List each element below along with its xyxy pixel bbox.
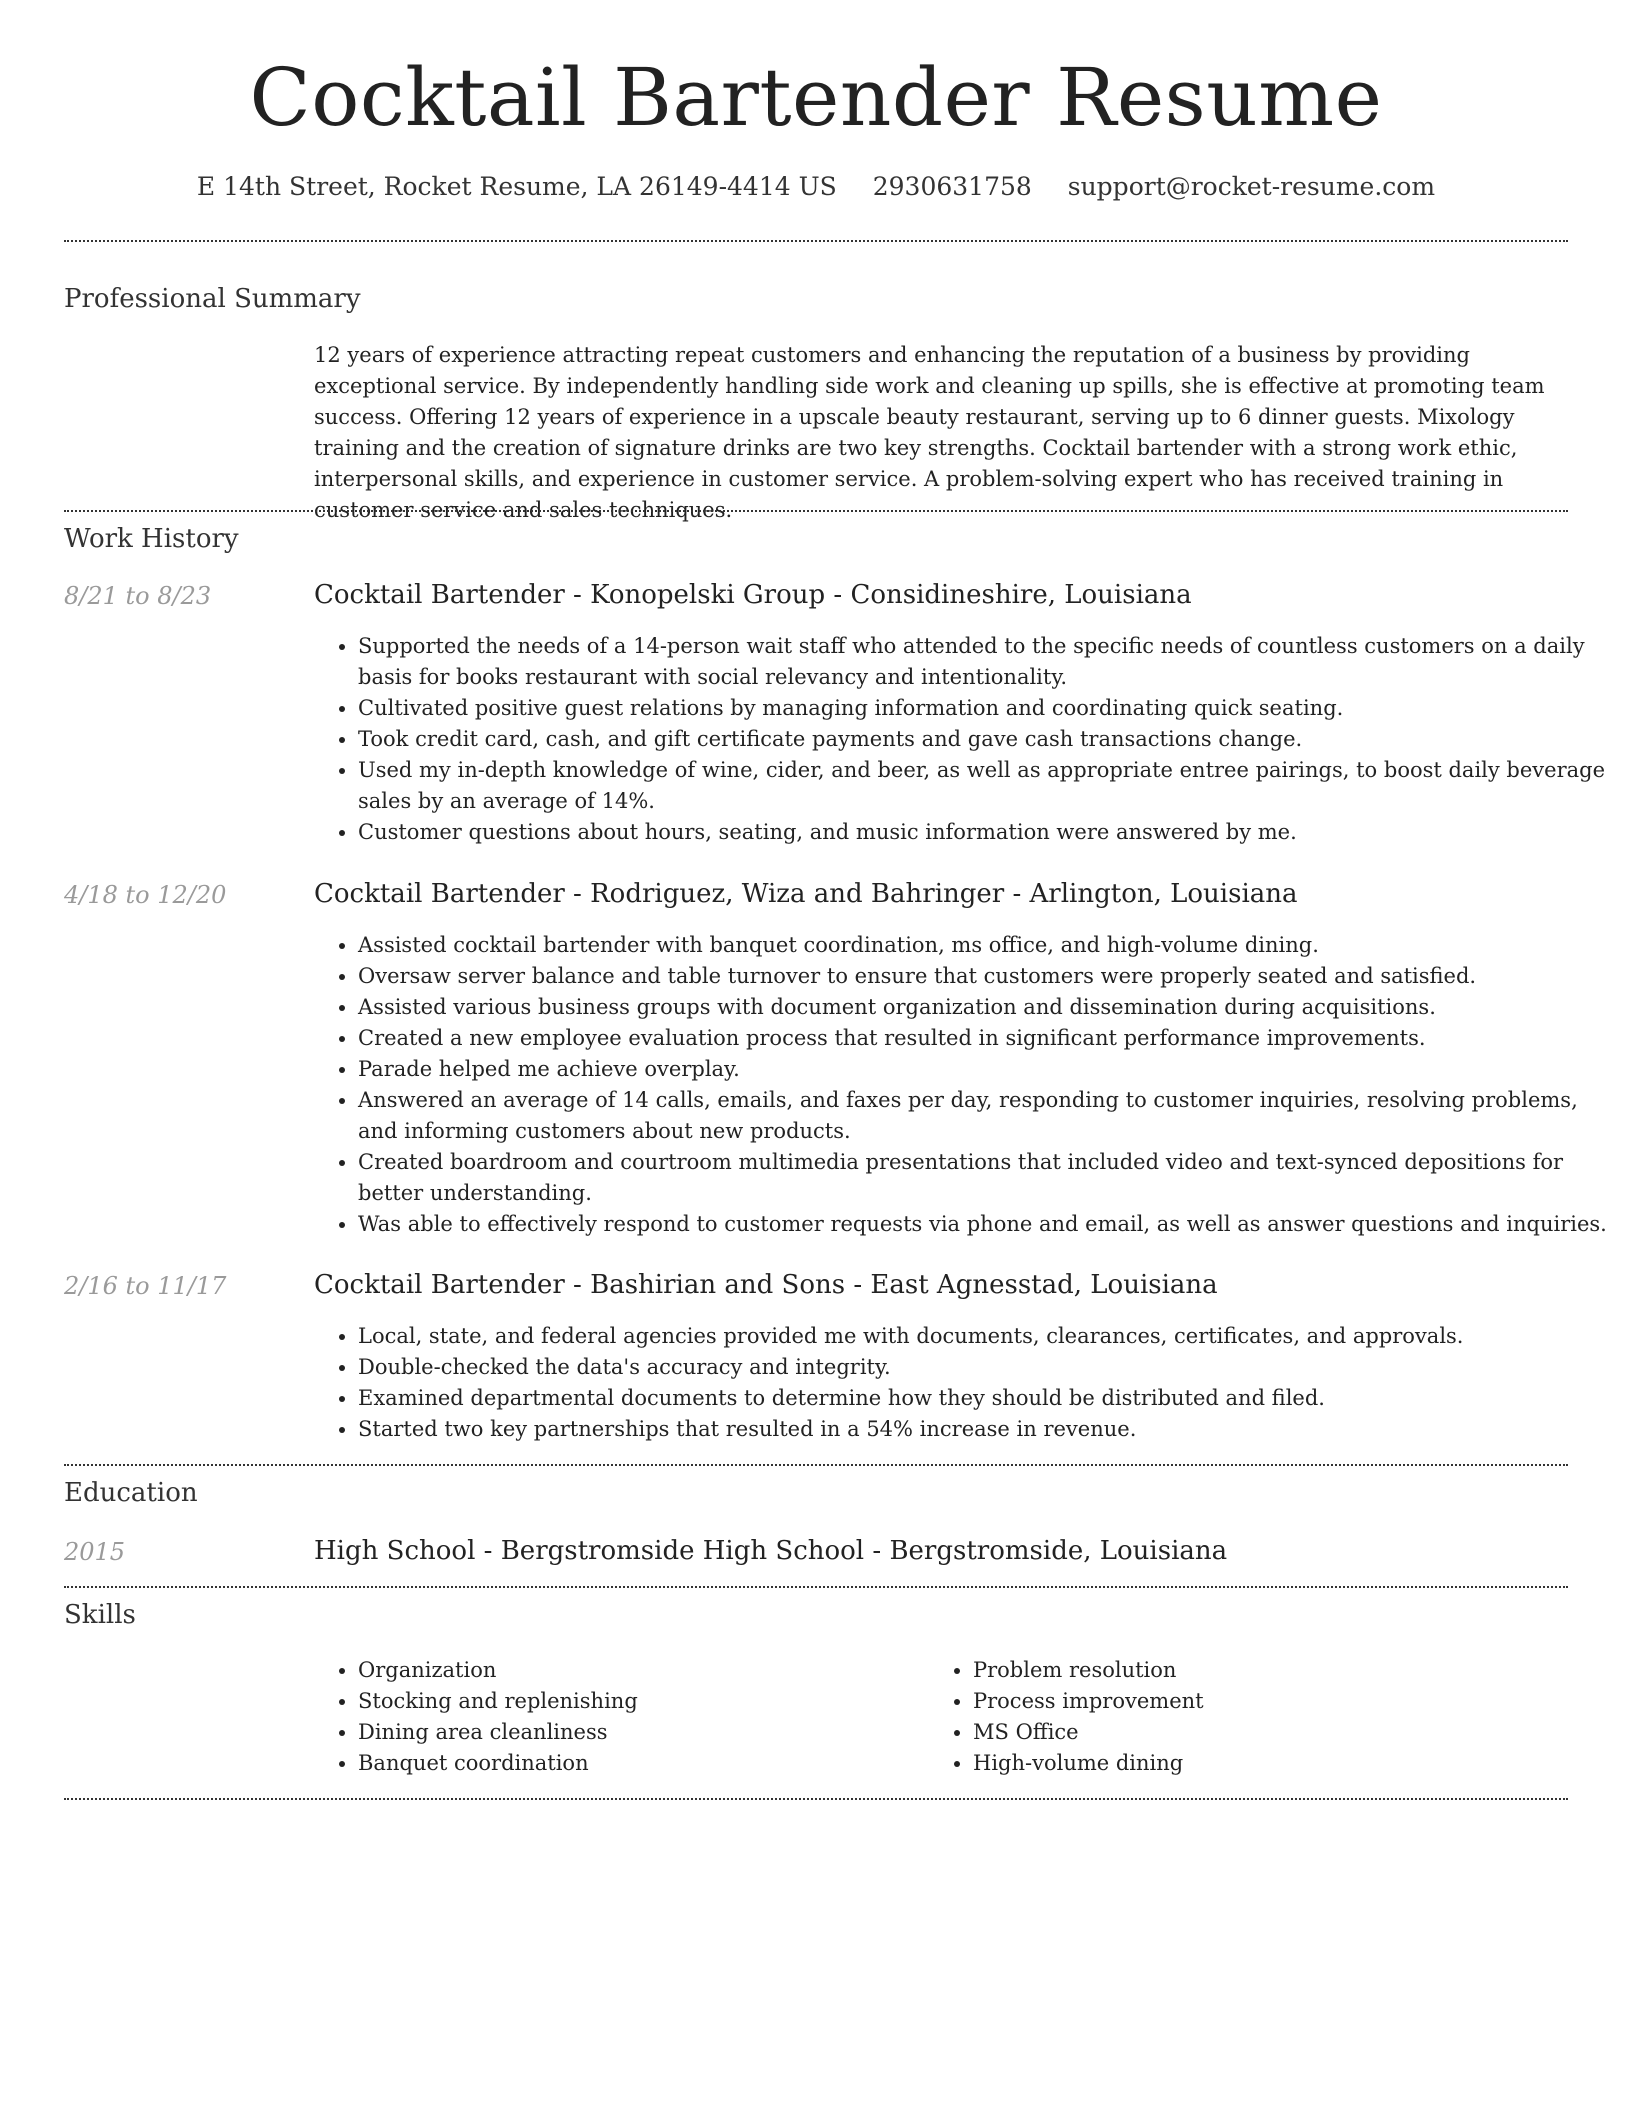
- skill-item: • High-volume dining: [973, 1748, 1573, 1779]
- job-heading: Cocktail Bartender - Konopelski Group - Considineshire, Louisiana: [314, 580, 1192, 610]
- job-bullet: • Used my in-depth knowledge of wine, cider, and beer, as well as appropriate entree pairings, to boost daily beverage sales by an average of 14%.: [358, 755, 1612, 817]
- job-bullet: • Parade helped me achieve overplay.: [358, 1054, 1612, 1085]
- job-bullet: • Was able to effectively respond to customer requests via phone and email, as well as answer questions and inquiries.: [358, 1209, 1612, 1240]
- job-heading: Cocktail Bartender - Rodriguez, Wiza and Bahringer - Arlington, Louisiana: [314, 879, 1298, 909]
- job-bullet: • Took credit card, cash, and gift certificate payments and gave cash transactions change.: [358, 724, 1612, 755]
- education-heading-line: High School - Bergstromside High School - Bergstromside, Louisiana: [314, 1536, 1228, 1566]
- skill-item: • Organization: [358, 1655, 928, 1686]
- section-divider: [64, 240, 1568, 242]
- skill-item: • Banquet coordination: [358, 1748, 928, 1779]
- section-divider: [64, 1464, 1568, 1466]
- job-bullet: • Started two key partnerships that resulted in a 54% increase in revenue.: [358, 1414, 1612, 1445]
- job-bullet: • Assisted cocktail bartender with banquet coordination, ms office, and high-volume dining.: [358, 930, 1612, 961]
- skill-item: • Process improvement: [973, 1686, 1573, 1717]
- job-bullets: [314, 631, 1612, 848]
- section-divider: [64, 510, 1568, 512]
- contact-address: E 14th Street, Rocket Resume, LA 26149-4414 US: [196, 172, 837, 201]
- job-heading: Cocktail Bartender - Bashirian and Sons - East Agnesstad, Louisiana: [314, 1270, 1218, 1300]
- job-dates: 8/21 to 8/23: [64, 582, 212, 610]
- summary-text: 12 years of experience attracting repeat customers and enhancing the reputation of a business by providing exceptional service. By independently handling side work and cleaning up spills, she is effective at promoting team success. Offering 12 years of experience in a upscale beauty restaurant, serving up to 6 dinner guests. Mixology training and the creation of signature drinks are two key strengths. Cocktail bartender with a strong work ethic, interpersonal skills, and experience in customer service. A problem-solving expert who has received training in customer service and sales techniques.: [314, 343, 1545, 522]
- skills-heading: Skills: [64, 1600, 136, 1630]
- skill-item: • Problem resolution: [973, 1655, 1573, 1686]
- job-bullet: • Examined departmental documents to determine how they should be distributed and filed.: [358, 1383, 1612, 1414]
- job-bullet: • Customer questions about hours, seating, and music information were answered by me.: [358, 817, 1612, 848]
- job-bullet: • Answered an average of 14 calls, emails, and faxes per day, responding to customer inquiries, resolving problems, and informing customers about new products.: [358, 1085, 1612, 1147]
- job-bullet: • Double-checked the data's accuracy and integrity.: [358, 1352, 1612, 1383]
- section-divider: [64, 1798, 1568, 1800]
- section-divider: [64, 1586, 1568, 1588]
- skills-list-right: [929, 1655, 1573, 1779]
- job-dates: 4/18 to 12/20: [64, 881, 227, 909]
- contact-email: support@rocket-resume.com: [1067, 172, 1436, 201]
- job-bullet: • Created a new employee evaluation process that resulted in significant performance improvements.: [358, 1023, 1612, 1054]
- job-bullet: • Supported the needs of a 14-person wait staff who attended to the specific needs of countless customers on a daily basis for books restaurant with social relevancy and intentionality.: [358, 631, 1612, 693]
- job-bullets: [314, 930, 1612, 1240]
- skill-item: • MS Office: [973, 1717, 1573, 1748]
- work-history-heading: Work History: [64, 524, 239, 554]
- contact-line: [0, 170, 1632, 204]
- education-year: 2015: [64, 1538, 126, 1566]
- job-bullets: [314, 1321, 1612, 1445]
- contact-phone: 2930631758: [872, 172, 1032, 201]
- summary-heading: Professional Summary: [64, 284, 361, 314]
- resume-title: Cocktail Bartender Resume: [249, 51, 1383, 144]
- skill-item: • Stocking and replenishing: [358, 1686, 928, 1717]
- job-bullet: • Local, state, and federal agencies provided me with documents, clearances, certificates, and approvals.: [358, 1321, 1612, 1352]
- education-heading: Education: [64, 1478, 198, 1508]
- job-bullet: • Cultivated positive guest relations by managing information and coordinating quick seating.: [358, 693, 1612, 724]
- job-bullet: • Created boardroom and courtroom multimedia presentations that included video and text-synced depositions for better understanding.: [358, 1147, 1612, 1209]
- job-dates: 2/16 to 11/17: [64, 1272, 227, 1300]
- job-bullet: • Assisted various business groups with document organization and dissemination during acquisitions.: [358, 992, 1612, 1023]
- skill-item: • Dining area cleanliness: [358, 1717, 928, 1748]
- skills-list-left: [314, 1655, 928, 1779]
- job-bullet: • Oversaw server balance and table turnover to ensure that customers were properly seated and satisfied.: [358, 961, 1612, 992]
